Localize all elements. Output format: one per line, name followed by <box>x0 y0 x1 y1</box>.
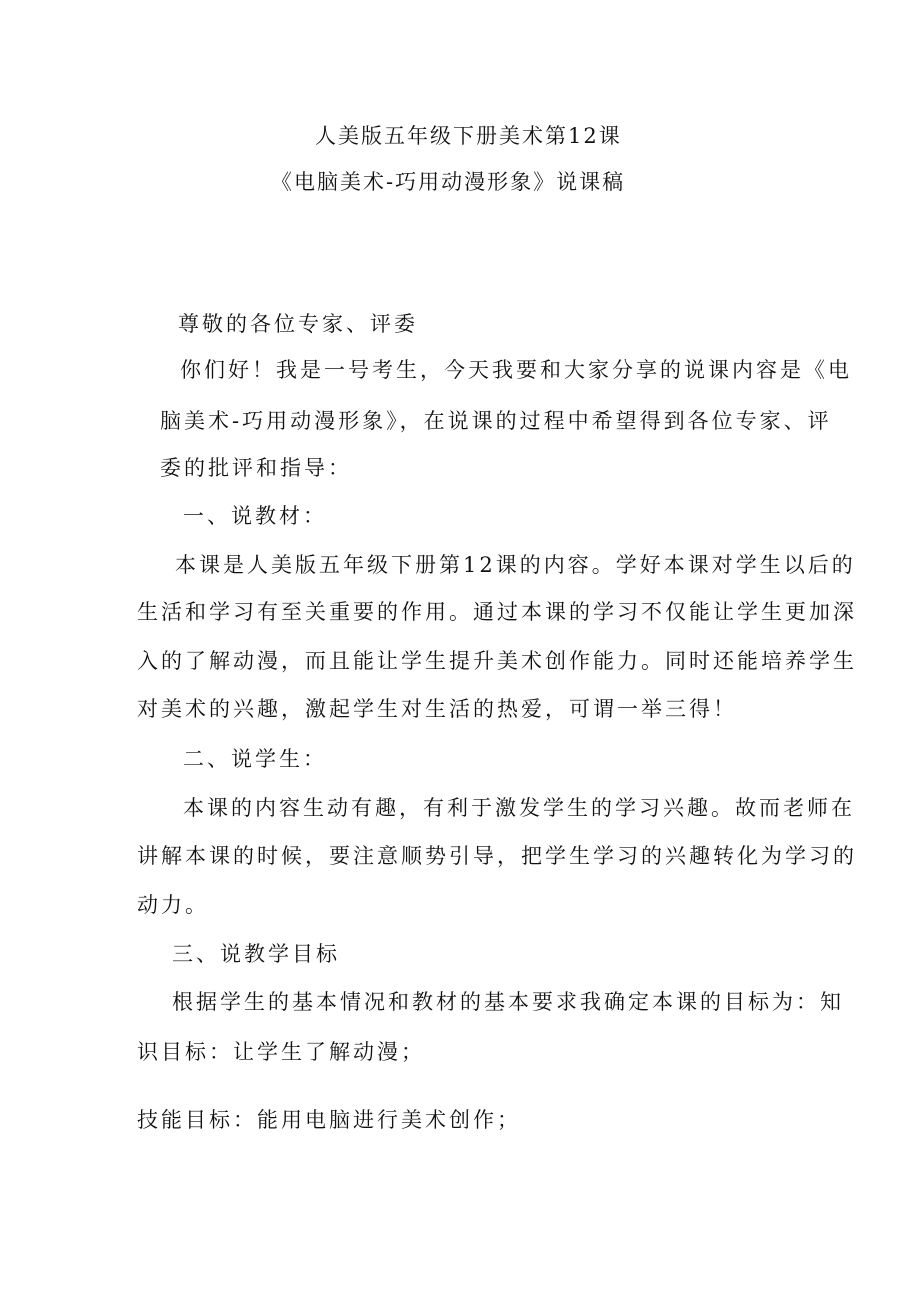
greeting: 尊敬的各位专家、评委 <box>178 312 418 336</box>
section-body-line: 对美术的兴趣，激起学生对生活的热爱，可谓一举三得！ <box>137 697 737 721</box>
section-heading-textbook: 一、说教材： <box>183 504 327 528</box>
intro-line: 脑美术-巧用动漫形象》，在说课的过程中希望得到各位专家、评 <box>160 409 832 433</box>
document-title-line-2: 《电脑美术-巧用动漫形象》说课稿 <box>271 170 626 194</box>
section-body-line: 讲解本课的时候，要注意顺势引导，把学生学习的兴趣转化为学习的 <box>137 844 857 868</box>
section-heading-objectives: 三、说教学目标 <box>172 942 340 966</box>
section-body-line: 根据学生的基本情况和教材的基本要求我确定本课的目标为：知 <box>172 990 844 1014</box>
section-body-line: 识目标：让学生了解动漫； <box>137 1040 425 1064</box>
skill-goal-line: 技能目标：能用电脑进行美术创作； <box>137 1108 521 1132</box>
section-body-line: 入的了解动漫，而且能让学生提升美术创作能力。同时还能培养学生 <box>137 649 857 673</box>
section-heading-students: 二、说学生： <box>183 747 327 771</box>
intro-line: 你们好！我是一号考生，今天我要和大家分享的说课内容是《电 <box>180 358 852 382</box>
section-body-line: 生活和学习有至关重要的作用。通过本课的学习不仅能让学生更加深 <box>137 600 857 624</box>
section-body-line: 本课是人美版五年级下册第12课的内容。学好本课对学生以后的 <box>175 553 856 577</box>
section-body-line: 本课的内容生动有趣，有利于激发学生的学习兴趣。故而老师在 <box>183 796 855 820</box>
document-title-line-1: 人美版五年级下册美术第12课 <box>315 124 622 148</box>
intro-line: 委的批评和指导： <box>160 456 352 480</box>
section-body-line: 动力。 <box>137 893 209 917</box>
